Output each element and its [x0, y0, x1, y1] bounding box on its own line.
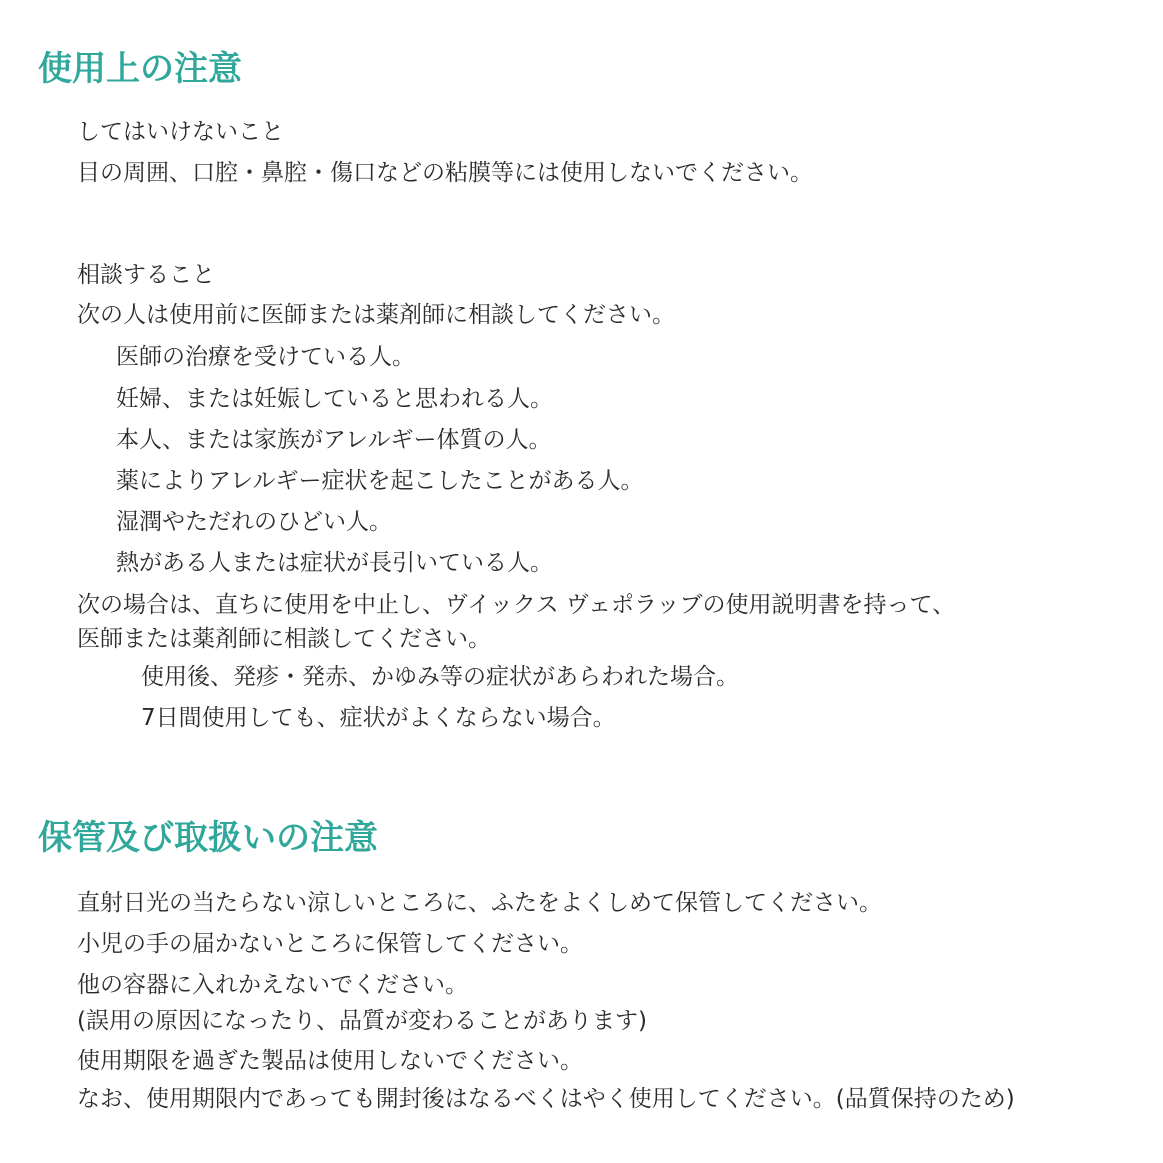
storage-line: 使用期限を過ぎた製品は使用しないでください。 [77, 1048, 583, 1074]
storage-line: なお、使用期限内であっても開封後はなるべくはやく使用してください。(品質保持のため) [77, 1086, 1015, 1112]
storage-line: (誤用の原因になったり、品質が変わることがあります) [77, 1008, 647, 1034]
consult-person-item: 本人、または家族がアレルギー体質の人。 [116, 427, 552, 453]
storage-line: 直射日光の当たらない涼しいところに、ふたをよくしめて保管してください。 [77, 890, 882, 916]
stop-use-text-line2: 医師または薬剤師に相談してください。 [77, 626, 491, 652]
consult-person-item: 湿潤やただれのひどい人。 [116, 509, 392, 535]
consult-intro: 次の人は使用前に医師または薬剤師に相談してください。 [77, 302, 675, 328]
usage-precautions-heading: 使用上の注意 [38, 49, 242, 89]
storage-line: 他の容器に入れかえないでください。 [77, 972, 468, 998]
consult-person-item: 医師の治療を受けている人。 [116, 344, 415, 370]
stop-use-text-line1: 次の場合は、直ちに使用を中止し、ヴイックス ヴェポラッブの使用説明書を持って、 [77, 592, 956, 618]
storage-line: 小児の手の届かないところに保管してください。 [77, 931, 583, 957]
prohibited-text: 目の周囲、口腔・鼻腔・傷口などの粘膜等には使用しないでください。 [77, 160, 813, 186]
stop-case-item: 7日間使用しても、症状がよくならない場合。 [141, 705, 616, 731]
consult-person-item: 妊婦、または妊娠していると思われる人。 [116, 386, 553, 412]
consult-title: 相談すること [77, 262, 215, 288]
prohibited-title: してはいけないこと [77, 119, 284, 145]
storage-precautions-heading: 保管及び取扱いの注意 [38, 818, 378, 858]
consult-person-item: 熱がある人または症状が長引いている人。 [116, 550, 553, 576]
stop-case-item: 使用後、発疹・発赤、かゆみ等の症状があらわれた場合。 [141, 664, 739, 690]
consult-person-item: 薬によりアレルギー症状を起こしたことがある人。 [116, 468, 644, 494]
